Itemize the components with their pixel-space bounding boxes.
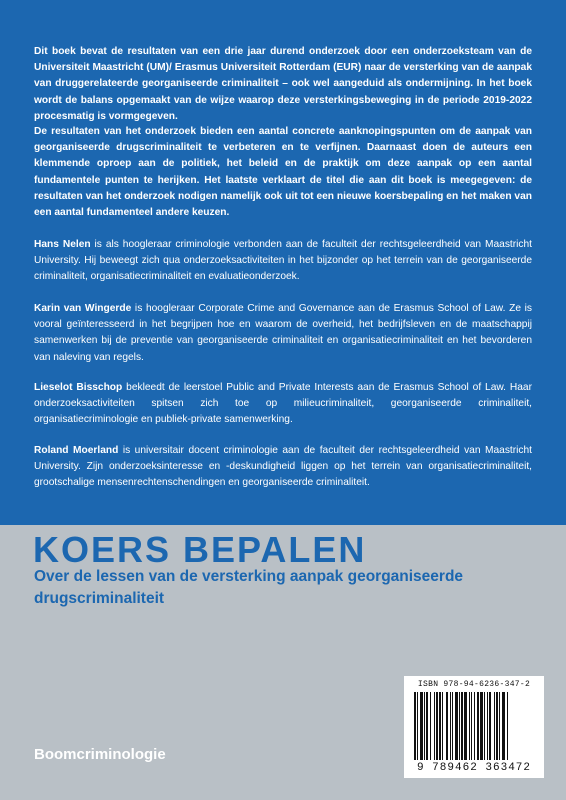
barcode-bar (461, 692, 463, 760)
barcode-bar (502, 692, 505, 760)
author-bio-van-wingerde (34, 301, 532, 366)
barcode-bar (414, 692, 416, 760)
barcode-bar (496, 692, 498, 760)
barcode-bar (455, 692, 458, 760)
author-name: Karin van Wingerde (34, 303, 132, 314)
barcode-bar (459, 692, 460, 760)
publisher-logo: Boomcriminologie (34, 746, 166, 763)
barcode-bar (484, 692, 485, 760)
author-bio-text: bekleedt de leerstoel Public and Private Interests aan de Erasmus School of Law. Haar onderzoeksactiviteiten spitsen zich toe op milieucriminaliteit, georganiseerde criminaliteit, organisatiecriminologie en publiek-private samenwerking. (34, 382, 532, 426)
book-title: KOERS BEPALEN (33, 529, 367, 570)
author-name: Roland Moerland (34, 445, 119, 456)
barcode-bar (434, 692, 435, 760)
barcode-bar (487, 692, 488, 760)
barcode-bar (439, 692, 441, 760)
author-bio-text: is universitair docent criminologie aan de faculteit der rechtsgeleerdheid van Maastricht University. Zijn onderzoeksinteresse en -deskundigheid liggen op het terrein van organisatiecriminaliteit, grootschalige mensenrechtenschendingen en georganiseerde criminaliteit. (34, 445, 532, 489)
barcode-bar (424, 692, 425, 760)
barcode-bar (494, 692, 495, 760)
barcode-bar (464, 692, 467, 760)
barcode-bar (426, 692, 428, 760)
barcode-bar (436, 692, 438, 760)
barcode-bar (430, 692, 431, 760)
barcode-number: 9 789462 363472 (416, 762, 532, 774)
barcode-bar (507, 692, 508, 760)
barcode-bar (499, 692, 500, 760)
barcode-bar (469, 692, 470, 760)
author-bio-bisschop (34, 380, 532, 429)
barcode-bar (417, 692, 418, 760)
barcode-bar (452, 692, 453, 760)
author-bio-moerland (34, 443, 532, 492)
barcode-bar (480, 692, 483, 760)
author-name: Lieselot Bisschop (34, 382, 123, 393)
author-bio-text: is als hoogleraar criminologie verbonden aan de faculteit der rechtsgeleerdheid van Maastricht University. Hij beweegt zich qua onderzoeksactiviteiten in het bijzonder op het terrein van de georganiseerde criminaliteit, organisatiecriminaliteit en evaluatieonderzoek. (34, 239, 532, 283)
barcode-bar (450, 692, 451, 760)
barcode-bar (471, 692, 472, 760)
barcode-bar (474, 692, 475, 760)
barcode-box (404, 676, 544, 778)
blurb-paragraph-1: Dit boek bevat de resultaten van een drie jaar durend onderzoek door een onderzoeksteam van de Universiteit Maastricht (UM)/ Erasmus Universiteit Rotterdam (EUR) naar de versterking van de aanpak van druggerelateerde georganiseerde criminaliteit – ook wel aangeduid als ondermijning. In het boek wordt de balans opgemaakt van de wijze waarop deze versterkingsbeweging in de periode 2019-2022 procesmatig is vormgegeven. (34, 46, 532, 122)
barcode-bar (420, 692, 423, 760)
isbn-label: ISBN 978-94-6236-347-2 (417, 680, 531, 689)
barcode-bar (442, 692, 443, 760)
author-bio-text: is hoogleraar Corporate Crime and Governance aan de Erasmus School of Law. Ze is vooral geïnteresseerd in het begrijpen hoe en waarom de overheid, het bedrijfsleven en de maatschappij samenwerken bij de preventie van georganiseerde criminaliteit en organisatiecriminaliteit en het bevorderen van naleving van regels. (34, 303, 533, 363)
barcode-bar (446, 692, 448, 760)
book-subtitle: Over de lessen van de versterking aanpak georganiseerde drugscriminaliteit (34, 568, 464, 607)
author-bio-nelen (34, 237, 532, 286)
barcode-graphic (414, 692, 534, 760)
barcode-bar (477, 692, 479, 760)
blurb-paragraph-2: De resultaten van het onderzoek bieden een aantal concrete aanknopingspunten om de aanpak van georganiseerde drugscriminaliteit te verbeteren en te verfijnen. Daarnaast doen de auteurs een klemmende oproep aan de politiek, het beleid en de praktijk om deze aanpak op een aantal fundamentele punten te herijken. Het laatste verklaart de titel die aan dit boek is meegegeven: de resultaten van het onderzoek nodigen namelijk ook uit tot een nieuwe koersbepaling en het maken van een aantal fundamenteel andere keuzen. (34, 126, 532, 219)
barcode-bar (489, 692, 491, 760)
author-name: Hans Nelen (34, 239, 91, 250)
